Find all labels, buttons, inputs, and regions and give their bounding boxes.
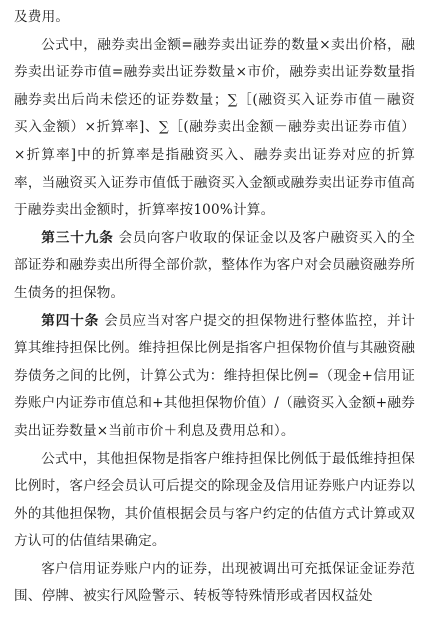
paragraph-text: 及费用。	[14, 9, 70, 25]
paragraph-continuation	[14, 4, 415, 32]
article-39	[14, 225, 415, 308]
article-heading: 第四十条	[41, 312, 100, 329]
paragraph-text: 公式中，融券卖出金额=融券卖出证券的数量×卖出价格，融券卖出证券市值=融券卖出证券数量×市价，融券卖出证券数量指融券卖出后尚未偿还的证券数量；∑［(融资买入证券市值－融资买入金额）×折算率]、∑［(融券卖出金额－融券卖出证券市值）×折算率]中的折算率是指融资买入、融券卖出证券对应的折算率，当融资买入证券市值低于融资买入金额或融券卖出证券市值高于融券卖出金额时，折算率按100%计算。	[14, 36, 415, 219]
article-40	[14, 308, 415, 446]
paragraph-text: 公式中，其他担保物是指客户维持担保比例低于最低维持担保比例时，客户经会员认可后提交的除现金及信用证券账户内证券以外的其他担保物，其价值根据会员与客户约定的估值方式计算或双方认可的估值结果确定。	[14, 450, 415, 550]
article-heading: 第三十九条	[41, 229, 114, 246]
paragraph-text: 客户信用证券账户内的证券，出现被调出可充抵保证金证券范围、停牌、被实行风险警示、转板等特殊情形或者因权益处	[14, 560, 415, 605]
paragraph-credit-account	[14, 556, 415, 611]
paragraph-text: 会员向客户收取的保证金以及客户融资买入的全部证券和融券卖出所得全部价款，整体作为客户对会员融资融券所生债务的担保物。	[14, 229, 415, 301]
paragraph-formula-notes	[14, 32, 415, 225]
paragraph-other-collateral	[14, 446, 415, 556]
paragraph-text: 会员应当对客户提交的担保物进行整体监控，并计算其维持担保比例。维持担保比例是指客户担保物价值与其融资融券债务之间的比例，计算公式为：维持担保比例=（现金+信用证券账户内证券市值总和+其他担保物价值）/（融资买入金额+融券卖出证券数量×当前市价＋利息及费用总和）。	[14, 312, 415, 439]
